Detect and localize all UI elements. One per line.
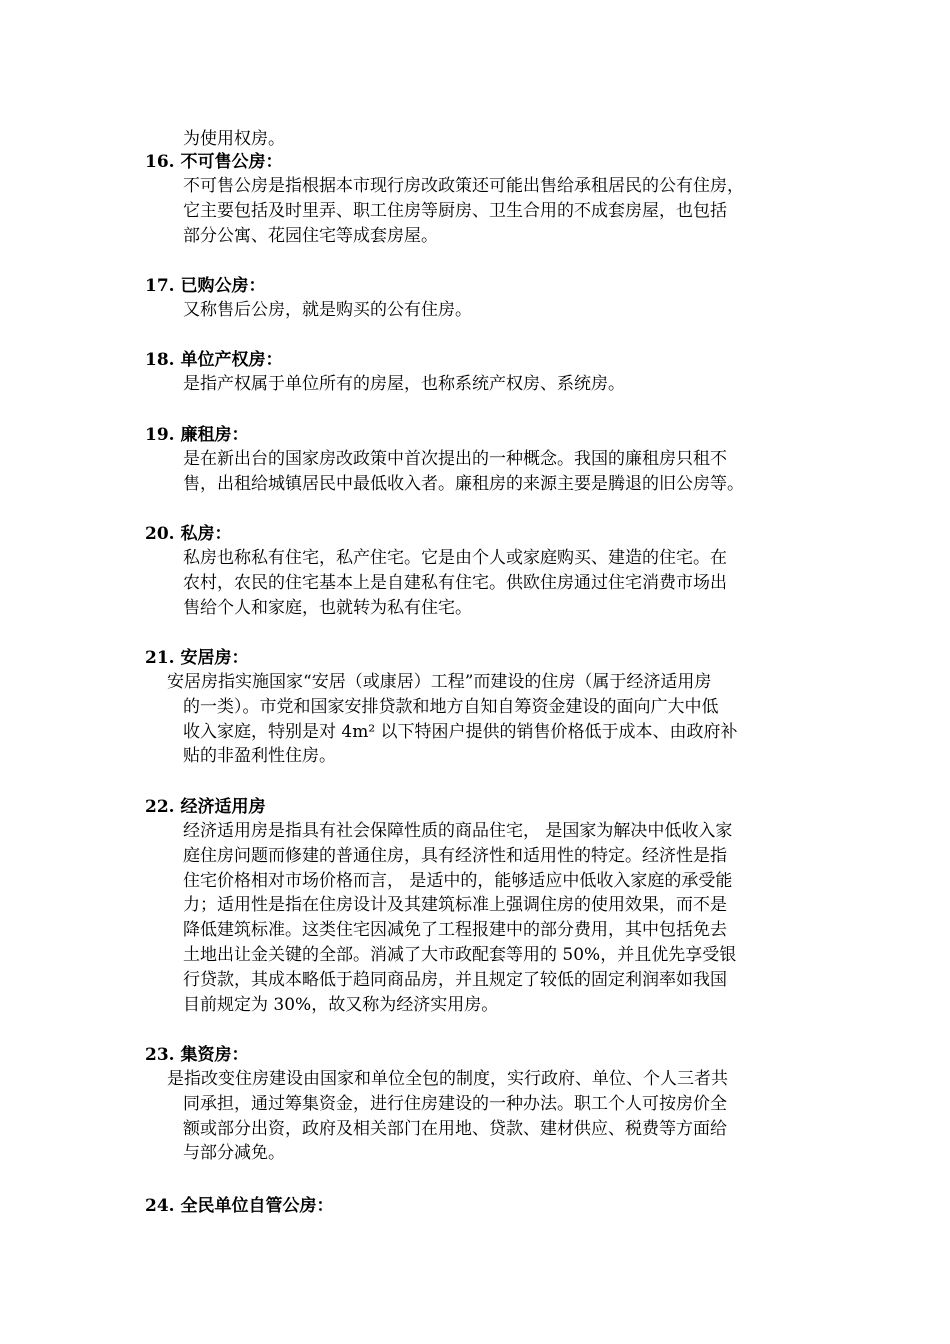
entry-paragraph [145,819,810,1017]
continuation-paragraph [145,127,810,152]
paragraph-line: 降低建筑标准。这类住宅因减免了工程报建中的部分费用，其中包括免去 [183,920,727,941]
entry-paragraph [145,447,810,497]
paragraph-line: 是指产权属于单位所有的房屋，也称系统产权房、系统房。 [183,374,625,394]
paragraph-line: 不可售公房是指根据本市现行房改政策还可能出售给承租居民的公有住房， [183,176,744,196]
paragraph-line: 售给个人和家庭，也就转为私有住宅。 [183,597,472,618]
entry-heading: 22. 经济适用房 [145,797,266,817]
entry-paragraph [145,546,810,620]
paragraph-line: 又称售后公房，就是购买的公有住房。 [183,300,472,320]
paragraph-line: 行贷款，其成本略低于趋同商品房，并且规定了较低的固定利润率如我国 [183,969,727,990]
entry-paragraph [145,298,810,323]
entry-heading: 19. 廉租房： [145,425,249,445]
entry-paragraph [145,372,810,397]
entry-heading: 21. 安居房： [145,648,249,668]
paragraph-line: 目前规定为 30%，故又称为经济实用房。 [183,994,499,1015]
entry-heading: 23. 集资房： [145,1045,249,1065]
paragraph-line: 部分公寓、花园住宅等成套房屋。 [183,225,438,246]
paragraph-line: 额或部分出资，政府及相关部门在用地、贷款、建材供应、税费等方面给 [183,1118,727,1139]
entry-paragraph [145,1067,810,1166]
paragraph-line: 力；适用性是指在住房设计及其建筑标准上强调住房的使用效果，而不是 [183,895,727,916]
entry-heading: 16. 不可售公房： [145,152,283,172]
entry-heading: 17. 已购公房： [145,276,266,296]
paragraph-line: 收入家庭，特别是对 4m² 以下特困户提供的销售价格低于成本、由政府补 [183,721,738,742]
entry-heading: 20. 私房： [145,524,232,544]
paragraph-line: 农村，农民的住宅基本上是自建私有住宅。供欧住房通过住宅消费市场出 [183,572,727,593]
paragraph-line: 与部分减免。 [183,1143,285,1164]
entry-heading: 24. 全民单位自管公房： [145,1196,334,1216]
entry-paragraph [145,670,810,769]
paragraph-line: 安居房指实施国家“安居（或康居）工程”而建设的住房（属于经济适用房 [167,672,712,692]
entry-heading: 18. 单位产权房： [145,350,283,370]
paragraph-line: 经济适用房是指具有社会保障性质的商品住宅， 是国家为解决中低收入家 [183,821,733,841]
paragraph-line: 的一类）。市党和国家安排贷款和地方自知自筹资金建设的面向广大中低 [183,696,719,717]
paragraph-line: 贴的非盈利性住房。 [183,746,336,767]
paragraph-line: 土地出让金关键的全部。消减了大市政配套等用的 50%，并且优先享受银 [183,944,737,965]
paragraph-line: 为使用权房。 [183,129,285,149]
paragraph-line: 它主要包括及时里弄、职工住房等厨房、卫生合用的不成套房屋，也包括 [183,200,727,221]
entry-paragraph [145,174,810,248]
paragraph-line: 是指改变住房建设由国家和单位全包的制度，实行政府、单位、个人三者共 [167,1069,728,1089]
paragraph-line: 同承担，通过筹集资金，进行住房建设的一种办法。职工个人可按房价全 [183,1093,727,1114]
paragraph-line: 售，出租给城镇居民中最低收入者。廉租房的来源主要是腾退的旧公房等。 [183,473,744,494]
paragraph-line: 是在新出台的国家房改政策中首次提出的一种概念。我国的廉租房只租不 [183,449,727,469]
paragraph-line: 庭住房问题而修建的普通住房，具有经济性和适用性的特定。经济性是指 [183,845,727,866]
paragraph-line: 私房也称私有住宅，私产住宅。它是由个人或家庭购买、建造的住宅。在 [183,548,727,568]
paragraph-line: 住宅价格相对市场价格而言， 是适中的，能够适应中低收入家庭的承受能 [183,870,733,891]
